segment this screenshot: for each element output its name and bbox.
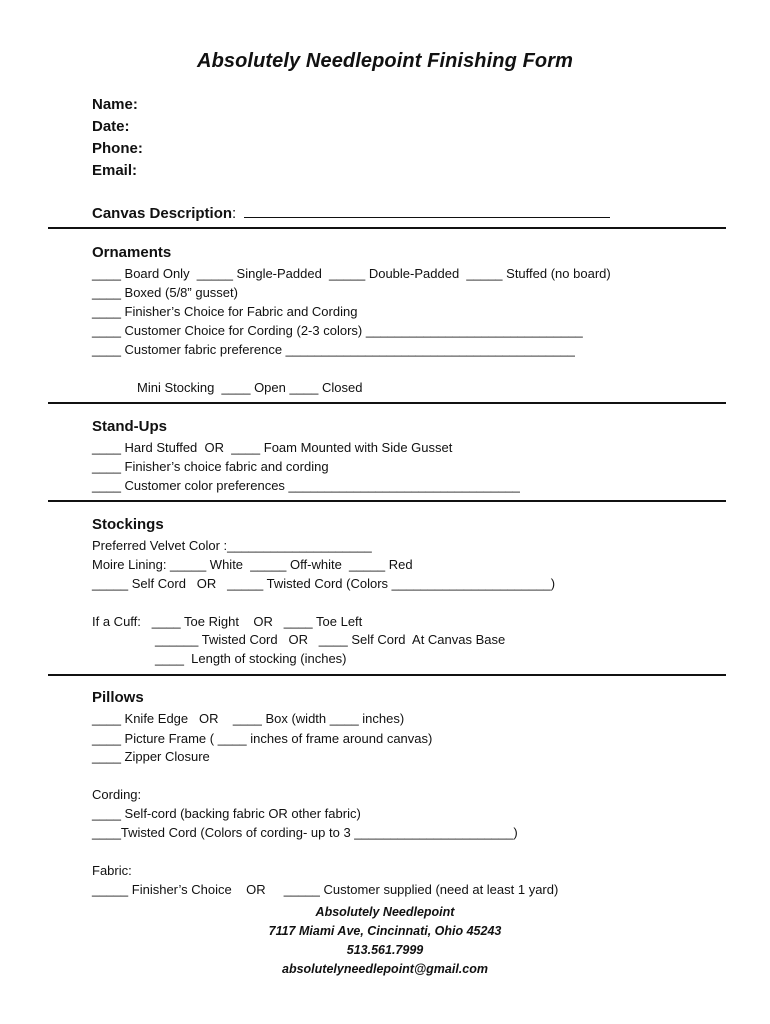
cording-heading: Cording:: [92, 787, 142, 802]
pillows-heading: Pillows: [92, 689, 144, 706]
mini-stocking-line: Mini Stocking ____ Open ____ Closed: [137, 380, 363, 395]
standups-line: ____ Hard Stuffed OR ____ Foam Mounted with Side Gusset: [92, 440, 453, 455]
cording-line: ____Twisted Cord (Colors of cording- up to 3 ______________________): [92, 825, 518, 840]
fabric-line: _____ Finisher’s Choice OR _____ Customer supplied (need at least 1 yard): [92, 882, 559, 897]
pillows-line: ____ Knife Edge OR ____ Box (width ____ inches): [92, 711, 405, 726]
date-field-label: Date:: [92, 118, 130, 135]
section-divider: [48, 227, 726, 229]
name-field-label: Name:: [92, 96, 138, 113]
cuff-line: ______ Twisted Cord OR ____ Self Cord At Canvas Base: [155, 632, 506, 647]
section-divider: [48, 402, 726, 404]
standups-heading: Stand-Ups: [92, 418, 167, 435]
email-field-label: Email:: [92, 162, 138, 179]
stockings-line: Preferred Velvet Color :____________________: [92, 538, 372, 553]
ornaments-line: ____ Finisher’s Choice for Fabric and Cording: [92, 304, 358, 319]
footer-email: absolutelyneedlepoint@gmail.com: [282, 962, 488, 976]
ornaments-heading: Ornaments: [92, 244, 172, 261]
cuff-line: ____ Length of stocking (inches): [155, 651, 347, 666]
stockings-line: Moire Lining: _____ White _____ Off-white _____ Red: [92, 557, 413, 572]
stockings-heading: Stockings: [92, 516, 164, 533]
ornaments-line: ____ Customer Choice for Cording (2-3 colors) ______________________________: [92, 323, 583, 338]
canvas-description-blank[interactable]: [244, 203, 610, 218]
cuff-line: If a Cuff: ____ Toe Right OR ____ Toe Left: [92, 614, 363, 629]
cording-line: ____ Self-cord (backing fabric OR other fabric): [92, 806, 361, 821]
stockings-line: _____ Self Cord OR _____ Twisted Cord (Colors ______________________): [92, 576, 556, 591]
canvas-description-row: [92, 203, 610, 222]
footer-address: 7117 Miami Ave, Cincinnati, Ohio 45243: [268, 924, 502, 938]
section-divider: [48, 674, 726, 676]
fabric-heading: Fabric:: [92, 863, 132, 878]
ornaments-line: ____ Boxed (5/8” gusset): [92, 285, 238, 300]
section-divider: [48, 500, 726, 502]
form-title: Absolutely Needlepoint Finishing Form: [197, 50, 573, 72]
ornaments-line: ____ Board Only _____ Single-Padded _____ Double-Padded _____ Stuffed (no board): [92, 266, 611, 281]
ornaments-line: ____ Customer fabric preference ________________________________________: [92, 342, 575, 357]
pillows-line: ____ Picture Frame ( ____ inches of frame around canvas): [92, 731, 433, 746]
canvas-description-label: Canvas Description: [92, 205, 233, 222]
phone-field-label: Phone:: [92, 140, 143, 157]
footer-business-name: Absolutely Needlepoint: [315, 905, 455, 919]
standups-line: ____ Customer color preferences ________________________________: [92, 478, 520, 493]
standups-line: ____ Finisher’s choice fabric and cording: [92, 459, 329, 474]
canvas-description-colon: :: [232, 205, 237, 222]
pillows-line: ____ Zipper Closure: [92, 749, 210, 764]
footer-phone: 513.561.7999: [346, 943, 424, 957]
